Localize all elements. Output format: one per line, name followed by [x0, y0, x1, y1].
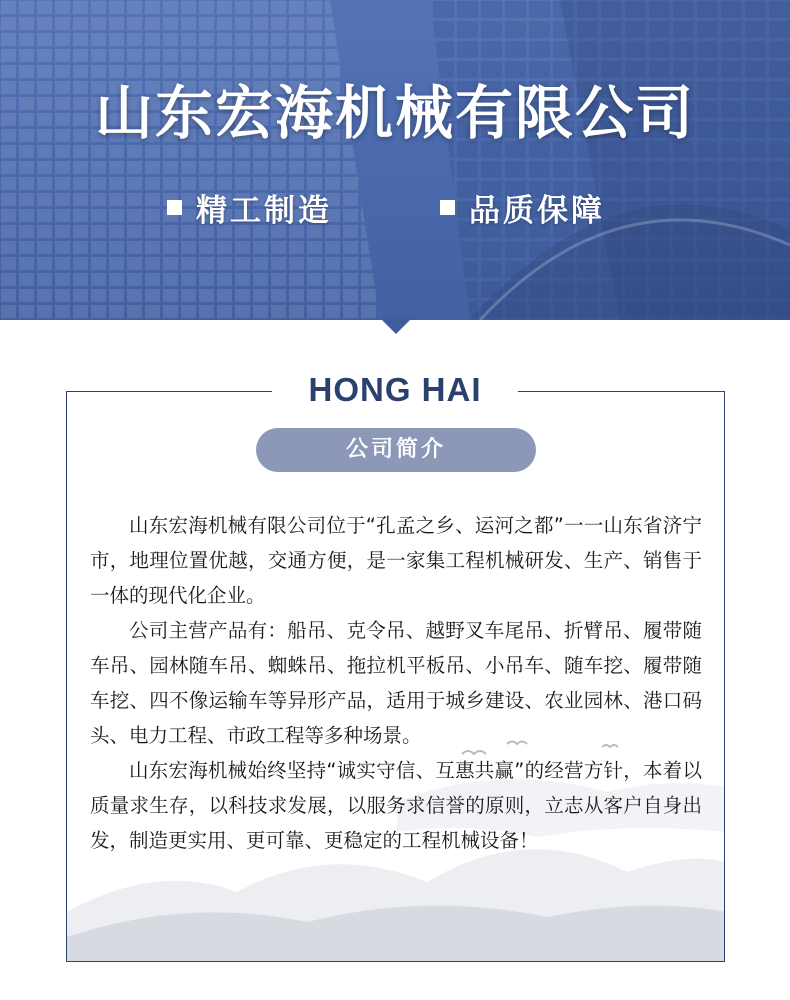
hero-pointer-notch	[380, 318, 412, 334]
intro-paragraph: 山东宏海机械有限公司位于“孔孟之乡、运河之都”一一山东省济宁市，地理位置优越，交通方便，是一家集工程机械研发、生产、销售于一体的现代化企业。	[90, 514, 702, 607]
square-bullet-icon	[440, 200, 455, 215]
intro-text	[90, 508, 702, 858]
slogan-precision	[167, 185, 332, 229]
brand-name: HONG HAI	[272, 366, 518, 414]
company-title: 山东宏海机械有限公司	[94, 79, 695, 147]
hero-banner	[0, 0, 790, 320]
slogan-quality	[440, 185, 605, 229]
intro-paragraph: 公司主营产品有：船吊、克令吊、越野叉车尾吊、折臂吊、履带随车吊、园林随车吊、蜘蛛吊、拖拉机平板吊、小吊车、随车挖、履带随车挖、四不像运输车等异形产品，适用于城乡建设、农业园林、港口码头、电力工程、市政工程等多种场景。	[90, 619, 702, 747]
intro-paragraph: 山东宏海机械始终坚持“诚实守信、互惠共赢”的经营方针，本着以质量求生存，以科技求发展，以服务求信誉的原则，立志从客户自身出发，制造更实用、更可靠、更稳定的工程机械设备！	[90, 759, 702, 852]
slogan-text: 精工制造	[196, 192, 332, 229]
section-title-pill: 公司简介	[256, 428, 536, 472]
slogan-text: 品质保障	[469, 192, 605, 229]
building-background	[0, 0, 790, 320]
square-bullet-icon	[167, 200, 182, 215]
